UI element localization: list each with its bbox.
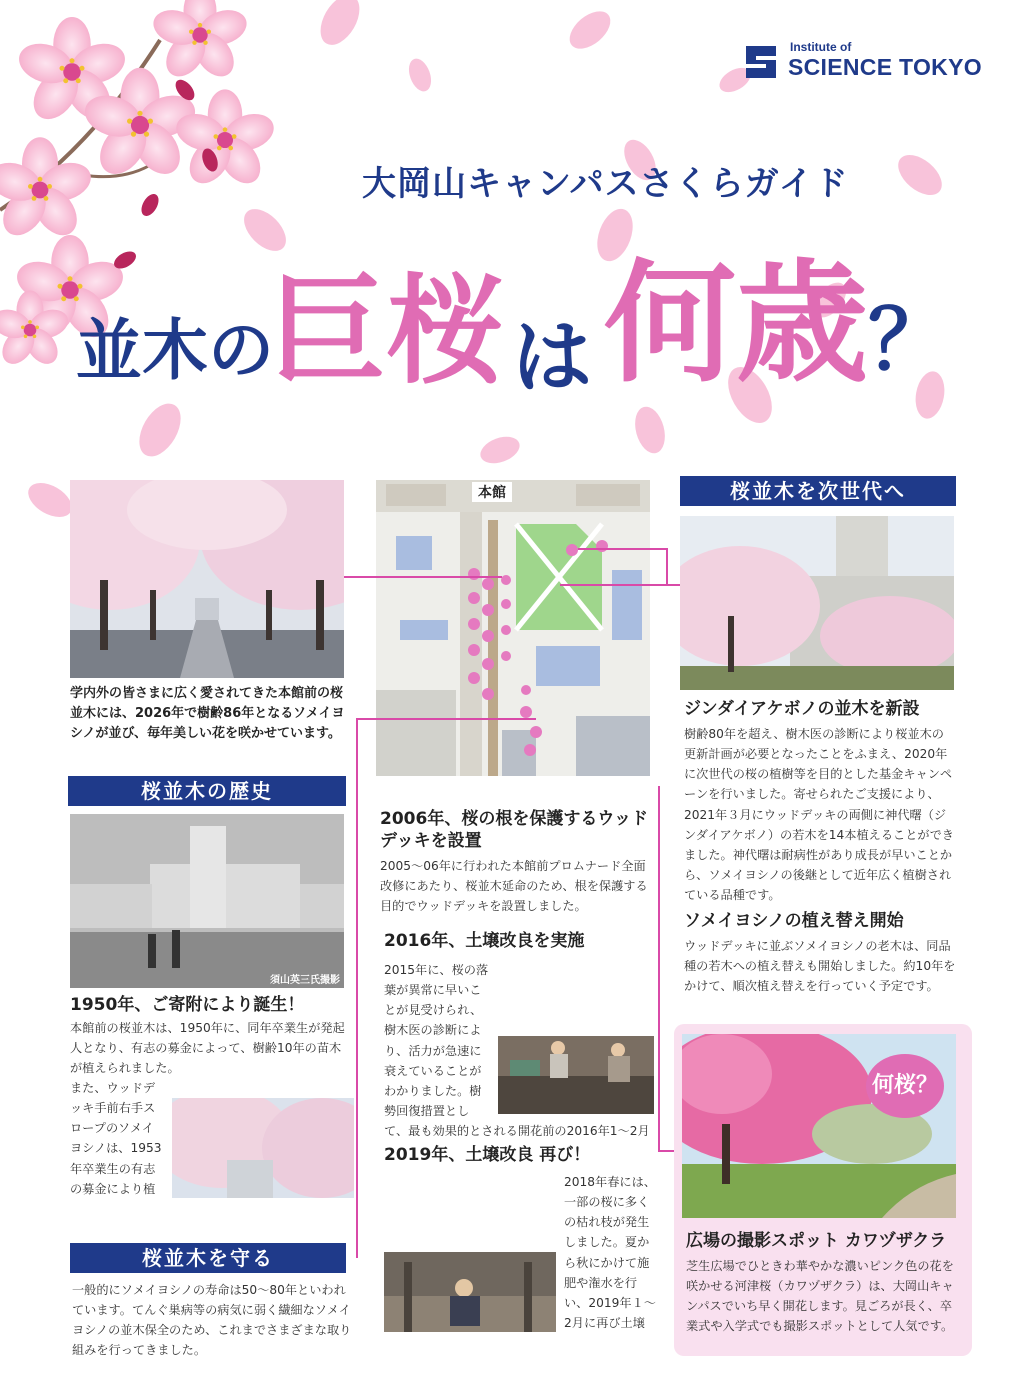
replant-text: ウッドデッキに並ぶソメイヨシノの老木は、同品種の若木への植え替えも開始しました。約10年をかけて、順次植え替えを行っていく予定です。 <box>684 939 956 994</box>
connector-line <box>344 576 502 578</box>
connector-line <box>666 548 668 584</box>
historic-photo <box>70 814 344 988</box>
connector-line <box>356 718 358 1258</box>
replant-title: ソメイヨシノの植え替え開始 <box>684 911 904 931</box>
soil-2019-text <box>384 1172 656 1332</box>
jindai-akebono-photo <box>680 516 954 690</box>
institution-logo[interactable] <box>742 40 982 84</box>
history-text-2-body: また、ウッドデッキ手前右手スロープのソメイヨシノは、1953年卒業生の有志の募金により植 <box>70 1081 162 1196</box>
soil-work-photo <box>498 1036 654 1114</box>
cherry-avenue-photo <box>70 480 344 678</box>
page-subtitle: 大岡山キャンパスさくらガイド <box>362 164 849 204</box>
logo-text-big: SCIENCE TOKYO <box>788 54 982 80</box>
connector-line <box>658 786 660 1152</box>
connector-line <box>560 584 680 586</box>
history-text: 本館前の桜並木は、1950年に、同年卒業生が発起人となり、有志の募金によって、樹齢10年の苗木が植えられました。 <box>70 1021 345 1076</box>
kawazu-text: 芝生広場でひときわ華やかな濃いピンク色の花を咲かせる河津桜（カワヅザクラ）は、大岡山キャンパスでいち早く開花します。見ごろが長く、卒業式や入学式でも撮影スポットとして人気です。 <box>686 1259 954 1334</box>
title-part-1: 並木の <box>76 312 274 389</box>
connector-line <box>356 718 536 720</box>
soil-digging-photo <box>384 1252 556 1332</box>
kawazu-title: 広場の撮影スポット カワヅザクラ <box>686 1231 947 1251</box>
intro-text: 学内外の皆さまに広く愛されてきた本館前の桜並木には、2026年で樹齢86年となるソメイヨシノが並び、毎年美しい花を咲かせています。 <box>70 686 345 742</box>
slope-cherry-photo <box>172 1098 354 1198</box>
protect-text: 一般的にソメイヨシノの寿命は50〜80年といわれています。てんぐ巣病等の病気に弱く繊細なソメイヨシノの並木保全のため、これまでさまざまな取り組みを行ってきました。 <box>72 1283 352 1358</box>
soil-2016-text-body: 2015年に、桜の落葉が異常に早いことが見受けられ、樹木医の診断により、活力が急速に衰えていることがわかりました。樹勢回復措置として、最も効果的とされる開花前の2016年1〜2月 <box>384 963 650 1136</box>
title-part-2: 巨桜 <box>268 262 505 400</box>
logo-text-small: Institute of <box>790 40 852 54</box>
next-gen-section-header: 桜並木を次世代へ <box>680 476 956 506</box>
soil-2019-text-body: 2018年春には、一部の桜に多くの枯れ枝が発生しました。夏から秋にかけて施肥や潅水を行い、2019年１〜2月に再び土壌 <box>564 1175 656 1330</box>
title-part-4: 何歳 <box>604 247 868 401</box>
cherry-tree-markers <box>376 480 650 776</box>
deck-text: 2005〜06年に行われた本館前プロムナード全面改修にあたり、桜並木延命のため、根を保護する目的でウッドデッキを設置しました。 <box>380 859 648 914</box>
jindai-text: 樹齢80年を超え、樹木医の診断により桜並木の更新計画が必要となったことをふまえ、2020年に次世代の桜の植樹等を目的とした基金キャンペーンを行いました。寄せられたご支援により、 2021年３月にウッドデッキの両側に神代曙（ジンダイアケボノ）の若木を14本植えることができました。神代曙は耐病性があり成長が早いことから、ソメイヨシノの後継として近年広く植樹されている品種です。 <box>684 727 954 902</box>
which-cherry-badge: 何桜？ <box>866 1054 944 1118</box>
jindai-title: ジンダイアケボノの並木を新設 <box>684 699 920 719</box>
soil-2019-title: 2019年、土壌改良 再び！ <box>384 1145 591 1165</box>
protect-section-header: 桜並木を守る <box>70 1243 346 1273</box>
soil-2016-title: 2016年、土壌改良を実施 <box>384 931 585 951</box>
deck-title: 2006年、桜の根を保護するウッドデッキを設置 <box>380 809 648 852</box>
history-section-header: 桜並木の歴史 <box>68 776 346 806</box>
map-label-main-building: 本館 <box>472 482 512 502</box>
soil-2016-text <box>384 960 654 1136</box>
title-part-5: ？ <box>868 293 951 388</box>
title-part-3: は <box>512 311 592 404</box>
campus-map <box>376 480 650 776</box>
photo-credit: 須山英三氏撮影 <box>270 975 340 986</box>
connector-line <box>578 548 668 550</box>
history-title: 1950年、ご寄附により誕生！ <box>70 995 305 1015</box>
history-text-2 <box>70 1078 354 1198</box>
logo-mark-icon <box>742 42 780 82</box>
